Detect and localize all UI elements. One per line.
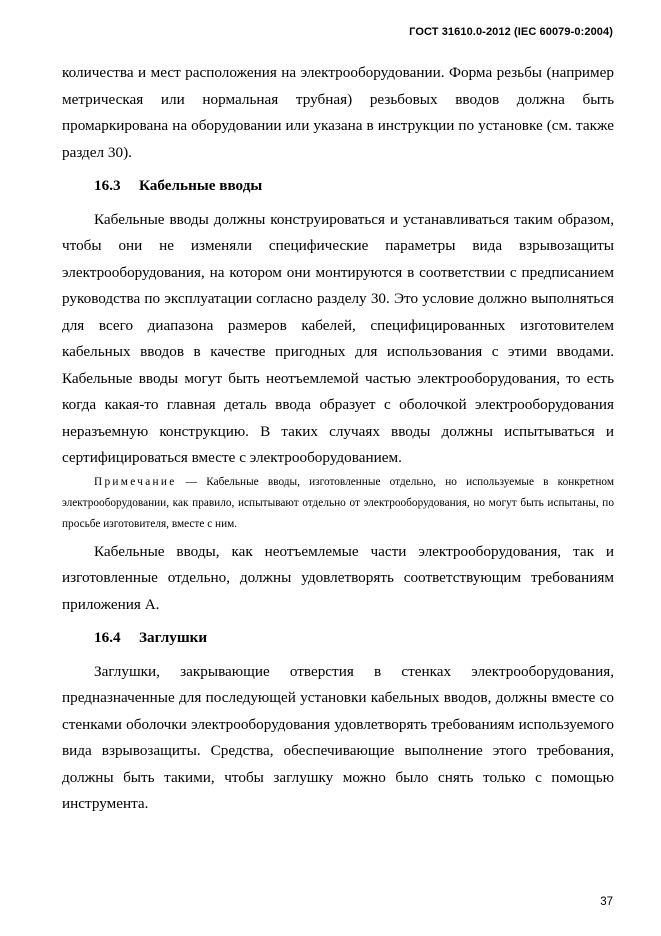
- standard-header: ГОСТ 31610.0-2012 (IEC 60079-0:2004): [409, 26, 613, 38]
- section-16-3-paragraph-2: Кабельные вводы, как неотъемлемые части электрооборудования, так и изготовленные отдельно, должны удовлетворять соответствующим требованиям приложения А.: [62, 542, 614, 613]
- section-number: 16.4: [94, 629, 121, 646]
- section-heading-16-3: [62, 173, 614, 200]
- section-title: Кабельные вводы: [139, 177, 263, 194]
- continuation-paragraph: количества и мест расположения на электрооборудовании. Форма резьбы (например метрическая или нормальная трубная) резьбовых вводов должна быть промаркирована на оборудовании или указана в инструкции по установке (см. также раздел 30).: [62, 64, 614, 161]
- note-text: — Кабельные вводы, изготовленные отдельно, но используемые в конкретном электрооборудовании, как правило, испытывают отдельно от электрооборудования, но могут быть испытаны, по просьбе изготовителя, вместе с ним.: [62, 475, 614, 530]
- section-title: Заглушки: [139, 629, 208, 646]
- page-number: 37: [600, 896, 613, 908]
- page-body: [62, 60, 614, 818]
- section-number: 16.3: [94, 177, 121, 194]
- note: [62, 472, 614, 535]
- section-heading-16-4: [62, 625, 614, 652]
- note-label: Примечание: [94, 475, 177, 488]
- section-16-4-paragraph-1: Заглушки, закрывающие отверстия в стенках электрооборудования, предназначенные для последующей установки кабельных вводов, должны вместе со стенками оболочки электрооборудования удовлетворять требованиям используемого вида взрывозащиты. Средства, обеспечивающие выполнение этого требования, должны быть такими, чтобы заглушку можно было снять только с помощью инструмента.: [62, 662, 614, 812]
- section-16-3-paragraph-1: Кабельные вводы должны конструироваться и устанавливаться таким образом, чтобы они не изменяли специфические параметры вида взрывозащиты электрооборудования, на котором они монтируются в соответствии с предписанием руководства по эксплуатации согласно разделу 30. Это условие должно выполняться для всего диапазона размеров кабелей, специфицированных изготовителем кабельных вводов в качестве пригодных для использования с этими вводами. Кабельные вводы могут быть неотъемлемой частью электрооборудования, то есть когда какая-то главная деталь ввода образует с оболочкой электрооборудования неразъемную конструкцию. В таких случаях вводы должны испытываться и сертифицироваться вместе с электрооборудованием.: [62, 210, 614, 466]
